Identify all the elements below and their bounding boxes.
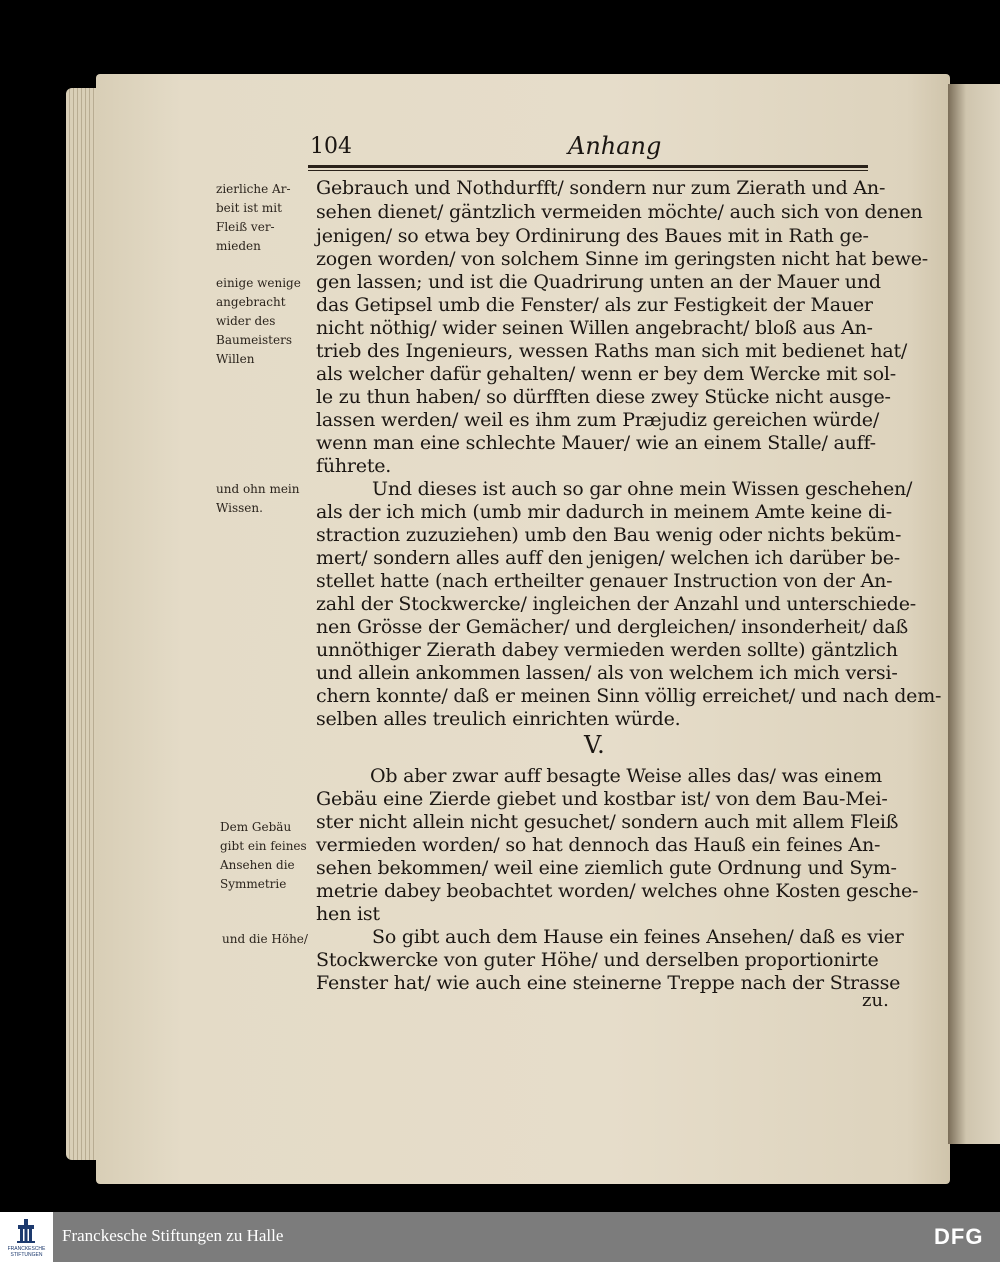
text-line: Stockwercke von guter Höhe/ und derselben proportionirte (316, 949, 879, 971)
margin-note-line: Ansehen die (220, 858, 295, 872)
text-line: als welcher dafür gehalten/ wenn er bey dem Wercke mit sol- (316, 363, 896, 385)
text-line: trieb des Ingenieurs, wessen Raths man sich mit bedienet hat/ (316, 340, 908, 362)
margin-note (220, 818, 320, 894)
facing-page-gutter (948, 84, 1000, 1144)
text-line: zahl der Stockwercke/ ingleichen der Anzahl und unterschiede- (316, 593, 917, 615)
text-line: Fenster hat/ wie auch eine steinerne Treppe nach der Strasse (316, 972, 901, 994)
margin-note-line: Wissen. (216, 501, 263, 515)
text-line: straction zuzuziehen) umb den Bau wenig oder nichts beküm- (316, 524, 902, 546)
text-line: Gebrauch und Nothdurfft/ sondern nur zum Zierath und An- (316, 177, 886, 199)
text-line: chern konnte/ daß er meinen Sinn völlig erreichet/ und nach dem- (316, 685, 942, 707)
margin-note-line: mieden (216, 239, 261, 253)
text-line: das Getipsel umb die Fenster/ als zur Festigkeit der Mauer (316, 294, 873, 316)
logo-caption-line: STIFTUNGEN (10, 1252, 43, 1258)
text-line: So gibt auch dem Hause ein feines Ansehen/ daß es vier (372, 926, 904, 948)
text-line: zogen worden/ von solchem Sinne im geringsten nicht hat bewe- (316, 248, 928, 270)
text-line: sehen dienet/ gäntzlich vermeiden möchte/ auch sich von denen (316, 201, 923, 223)
margin-note-line: Baumeisters (216, 333, 292, 347)
text-line: nen Grösse der Gemächer/ und dergleichen/ insonderheit/ daß (316, 616, 908, 638)
margin-note (216, 480, 316, 518)
text-line: stellet hatte (nach ertheilter genauer Instruction von der An- (316, 570, 893, 592)
text-line: Gebäu eine Zierde giebet und kostbar ist/ von dem Bau-Mei- (316, 788, 888, 810)
text-line: lassen werden/ weil es ihm zum Præjudiz gereichen würde/ (316, 409, 880, 431)
text-line: nicht nöthig/ wider seinen Willen angebracht/ bloß aus An- (316, 317, 873, 339)
margin-note (216, 274, 316, 369)
dfg-logo[interactable]: DFG (934, 1224, 984, 1249)
margin-note-line: Symmetrie (220, 877, 287, 891)
section-heading: V. (584, 731, 605, 759)
margin-note-line: Dem Gebäu (220, 820, 292, 834)
page-number: 104 (310, 134, 352, 159)
text-line: Und dieses ist auch so gar ohne mein Wissen geschehen/ (372, 478, 913, 500)
margin-note-line: zierliche Ar- (216, 182, 291, 196)
margin-note-line: angebracht (216, 295, 286, 309)
text-line: wenn man eine schlechte Mauer/ wie an einem Stalle/ auff- (316, 432, 876, 454)
margin-note (222, 930, 322, 949)
text-line: gen lassen; und ist die Quadrirung unten an der Mauer und (316, 271, 881, 293)
text-line: und allein ankommen lassen/ als von welchem ich mich versi- (316, 662, 898, 684)
text-line: führete. (316, 455, 392, 477)
text-line: metrie dabey beobachtet worden/ welches ohne Kosten gesche- (316, 880, 919, 902)
logo-caption-line: FRANCKESCHE (7, 1246, 46, 1252)
margin-note-line: Fleiß ver- (216, 220, 275, 234)
margin-note-line: gibt ein feines (220, 839, 307, 853)
text-line: unnöthiger Zierath dabey vermieden werden sollte) gäntzlich (316, 639, 898, 661)
margin-note-line: beit ist mit (216, 201, 282, 215)
text-line: als der ich mich (umb mir dadurch in meinem Amte keine di- (316, 501, 892, 523)
text-line: sehen bekommen/ weil eine ziemlich gute Ordnung und Sym- (316, 857, 897, 879)
text-line: hen ist (316, 903, 380, 925)
logo-caption (0, 1246, 53, 1258)
header-rule-thin (308, 170, 868, 171)
margin-note-line: und die Höhe/ (222, 932, 308, 946)
text-line: selben alles treulich einrichten würde. (316, 708, 681, 730)
text-line: vermieden worden/ so hat dennoch das Hauß ein feines An- (316, 834, 881, 856)
text-line: le zu thun haben/ so dürfften diese zwey Stücke nicht ausge- (316, 386, 891, 408)
francke-emblem-icon (16, 1219, 36, 1243)
running-head: Anhang (568, 132, 662, 160)
margin-note-line: wider des (216, 314, 276, 328)
catchword: zu. (862, 990, 889, 1011)
francke-logo[interactable] (0, 1212, 53, 1262)
margin-note (216, 180, 316, 256)
institution-name[interactable]: Franckesche Stiftungen zu Halle (62, 1226, 284, 1245)
margin-note-line: und ohn mein (216, 482, 300, 496)
text-line: ster nicht allein nicht gesuchet/ sondern auch mit allem Fleiß (316, 811, 899, 833)
text-line: mert/ sondern alles auff den jenigen/ welchen ich darüber be- (316, 547, 900, 569)
header-rule (308, 165, 868, 168)
margin-note-line: einige wenige (216, 276, 301, 290)
text-line: jenigen/ so etwa bey Ordinirung des Baues mit in Rath ge- (316, 225, 869, 247)
text-line: Ob aber zwar auff besagte Weise alles das/ was einem (370, 765, 882, 787)
margin-note-line: Willen (216, 352, 255, 366)
